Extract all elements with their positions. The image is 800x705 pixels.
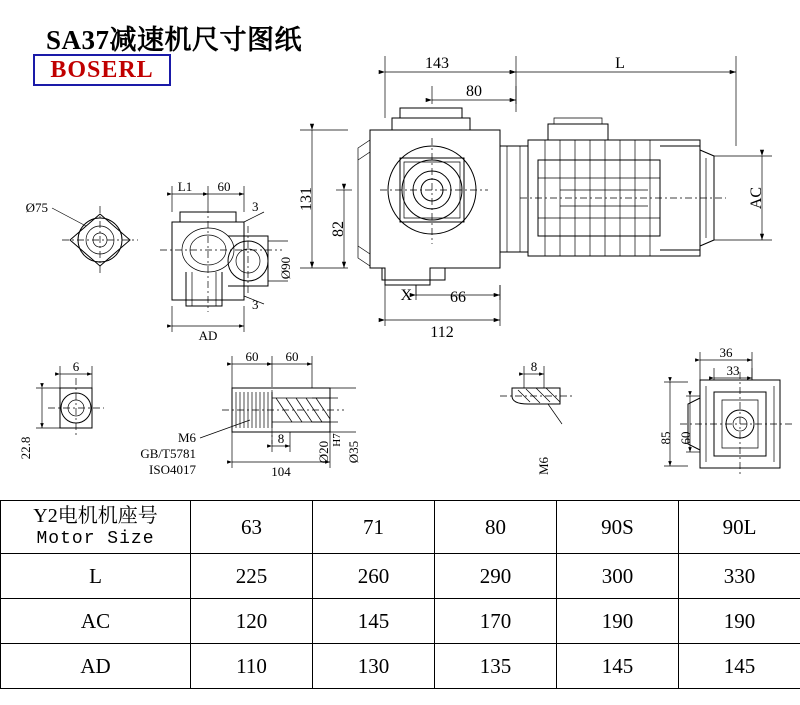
dim-82: 82 <box>330 221 347 237</box>
table-row <box>1 599 800 644</box>
row-label-L: L <box>1 554 191 599</box>
dim-85: 85 <box>658 431 673 445</box>
dim-60-b: 60 <box>285 349 299 364</box>
table-header-label-cn: Y2电机机座号 <box>33 504 158 527</box>
label-M6: M6 <box>177 430 196 445</box>
dim-X: X <box>400 287 412 304</box>
dim-AC: AC <box>748 186 765 210</box>
page-title: SA37减速机尺寸图纸 <box>46 25 303 55</box>
dim-8-shaft: 8 <box>277 431 285 446</box>
dim-80: 80 <box>466 83 482 100</box>
dim-60-flange: 60 <box>678 431 693 445</box>
label-M6-key: M6 <box>536 456 551 476</box>
logo-box <box>33 54 171 86</box>
row-label-AC: AC <box>1 599 191 644</box>
dim-36: 36 <box>719 345 733 360</box>
dim-66: 66 <box>450 289 466 306</box>
front-view-dimensions <box>298 55 772 341</box>
cell-L-80: 290 <box>435 554 557 599</box>
cell-L-90L: 330 <box>679 554 800 599</box>
dim-60-a: 60 <box>245 349 259 364</box>
cell-L-63: 225 <box>191 554 313 599</box>
dim-3-top: 3 <box>252 199 259 214</box>
dim-60-left: 60 <box>217 179 231 194</box>
cell-AD-90L: 145 <box>679 644 800 689</box>
table-header-size-4: 90L <box>679 501 800 554</box>
cell-AD-80: 135 <box>435 644 557 689</box>
table-header-size-3: 90S <box>557 501 679 554</box>
label-iso4017: ISO4017 <box>149 462 196 477</box>
row-label-AD: AD <box>1 644 191 689</box>
table-header-size-1: 71 <box>313 501 435 554</box>
label-gbt5781: GB/T5781 <box>140 446 196 461</box>
left-side-view-geometry <box>160 206 282 312</box>
hollow-shaft-detail <box>140 349 361 479</box>
dim-dia90: Ø90 <box>278 256 293 280</box>
spec-table <box>0 500 800 689</box>
dim-dia75: Ø75 <box>25 200 48 215</box>
cell-AC-90L: 190 <box>679 599 800 644</box>
dim-AD: AD <box>198 328 218 343</box>
cell-AC-80: 170 <box>435 599 557 644</box>
dim-33: 33 <box>726 363 740 378</box>
left-view-dimensions <box>172 179 293 343</box>
cell-AC-90S: 190 <box>557 599 679 644</box>
dim-dia35: Ø35 <box>346 440 361 464</box>
dim-dia20h7: Ø20 <box>316 440 331 464</box>
dim-112: 112 <box>430 324 454 341</box>
cell-AC-71: 145 <box>313 599 435 644</box>
cell-AD-71: 130 <box>313 644 435 689</box>
table-row <box>1 554 800 599</box>
dim-L1: L1 <box>177 179 193 194</box>
cell-L-90S: 300 <box>557 554 679 599</box>
table-header-size-2: 80 <box>435 501 557 554</box>
table-row <box>1 644 800 689</box>
dim-3-bottom: 3 <box>252 297 259 312</box>
key-detail-view <box>500 359 572 475</box>
cell-AD-63: 110 <box>191 644 313 689</box>
cell-AD-90S: 145 <box>557 644 679 689</box>
dim-6: 6 <box>72 359 80 374</box>
dim-L: L <box>615 55 625 72</box>
table-header-label-en: Motor Size <box>36 528 155 549</box>
cell-AC-63: 120 <box>191 599 313 644</box>
dim-h7-tolerance: H7 <box>331 433 343 447</box>
dim-22-8: 22.8 <box>18 436 33 460</box>
dim-131: 131 <box>298 187 315 211</box>
table-header-size-0: 63 <box>191 501 313 554</box>
dim-104: 104 <box>271 464 291 479</box>
front-view-geometry <box>358 108 726 285</box>
table-header-label <box>1 501 191 554</box>
motor-flange-view <box>658 345 792 476</box>
shaft-section-view <box>18 359 104 459</box>
table-header-row <box>1 501 800 554</box>
dim-143: 143 <box>425 55 449 72</box>
cell-L-71: 260 <box>313 554 435 599</box>
brand-logo: BOSERL <box>50 56 154 83</box>
dim-8-key: 8 <box>530 359 538 374</box>
square-flange-view <box>26 200 138 274</box>
